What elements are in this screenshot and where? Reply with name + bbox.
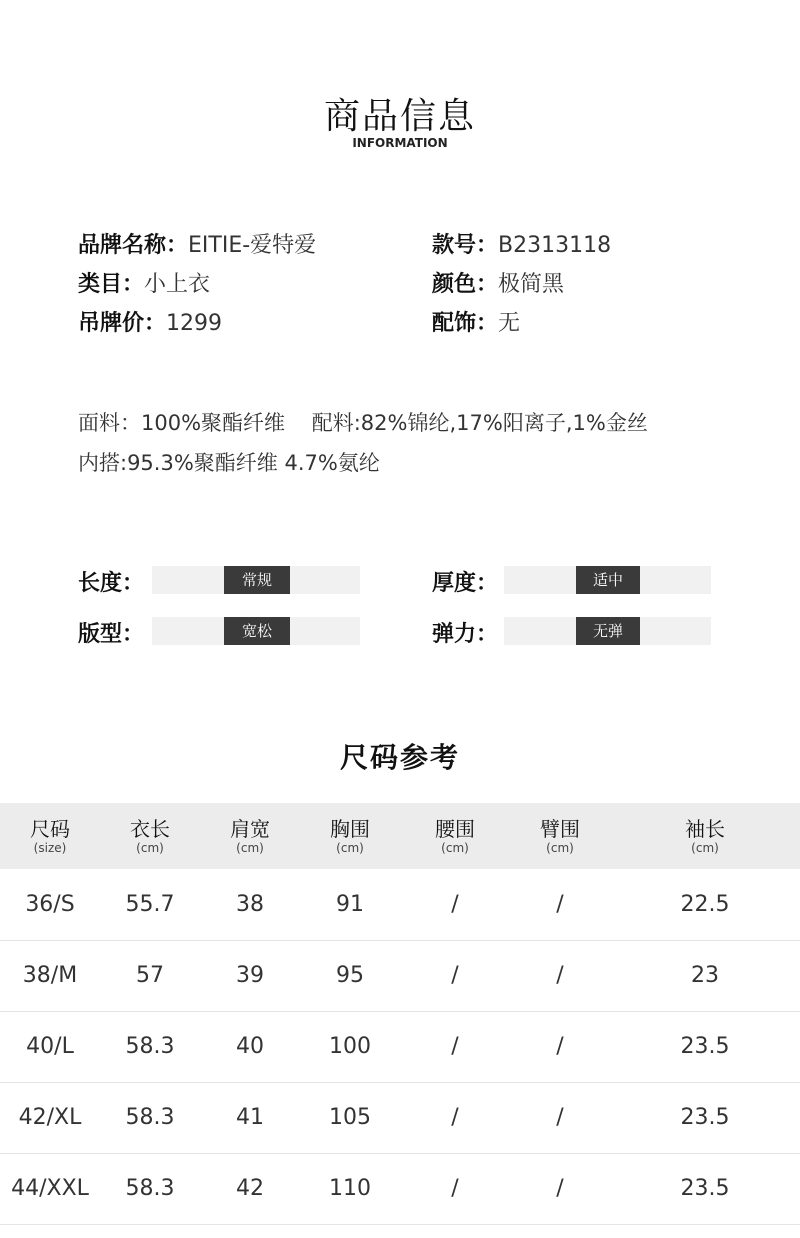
fit-chip: 宽松	[224, 617, 290, 645]
thickness-label: 厚度：	[432, 571, 499, 596]
header-sleeve: 袖长 (cm)	[685, 817, 725, 855]
header-chest: 胸围 (cm)	[330, 817, 370, 855]
header-size: 尺码 (size)	[30, 817, 70, 855]
price-value: 1299	[166, 311, 223, 336]
table-row	[0, 869, 800, 940]
page-subtitle: INFORMATION	[352, 136, 448, 150]
cell-shoulder: 40	[236, 1034, 264, 1059]
fit-label: 版型：	[78, 622, 145, 647]
cell-chest: 100	[329, 1034, 371, 1059]
cell-size: 40/L	[26, 1034, 74, 1059]
size-chart-title: 尺码参考	[339, 741, 460, 774]
cell-arm: /	[556, 1034, 564, 1059]
cell-chest: 110	[329, 1176, 371, 1201]
cell-length: 57	[136, 963, 164, 988]
style-value: B2313118	[498, 233, 612, 258]
cell-sleeve: 22.5	[680, 891, 730, 917]
header-arm: 臂围 (cm)	[540, 817, 580, 855]
cell-waist: /	[451, 1105, 459, 1130]
brand-value: EITIE-爱特爱	[188, 233, 317, 258]
table-row	[0, 1153, 800, 1224]
cell-size: 36/S	[25, 891, 75, 917]
cell-sleeve: 23	[691, 963, 719, 988]
color-row	[432, 267, 564, 298]
page-title: 商品信息	[323, 96, 476, 137]
price-row	[78, 306, 222, 337]
cell-chest: 105	[329, 1105, 371, 1130]
brand-row	[78, 228, 316, 259]
cell-waist: /	[451, 1034, 459, 1059]
cell-shoulder: 38	[236, 891, 264, 917]
cell-arm: /	[556, 891, 564, 917]
cell-shoulder: 39	[236, 963, 264, 988]
style-label: 款号：	[432, 233, 499, 258]
color-value: 极简黑	[498, 272, 565, 297]
header-shoulder: 肩宽 (cm)	[230, 817, 270, 855]
cell-sleeve: 23.5	[680, 1176, 730, 1201]
thickness-track	[504, 566, 711, 594]
style-row	[432, 228, 611, 259]
elasticity-label: 弹力：	[432, 622, 499, 647]
header-waist: 腰围 (cm)	[435, 817, 475, 855]
accessory-row	[432, 306, 520, 337]
cell-shoulder: 41	[236, 1105, 264, 1130]
cell-waist: /	[451, 963, 459, 988]
elasticity-chip: 无弹	[576, 617, 640, 645]
cell-shoulder: 42	[236, 1176, 264, 1201]
cell-arm: /	[556, 1176, 564, 1201]
cell-chest: 95	[336, 963, 364, 988]
length-track	[152, 566, 360, 594]
color-label: 颜色：	[432, 272, 499, 297]
cell-chest: 91	[336, 891, 364, 917]
cell-length: 58.3	[125, 1034, 175, 1059]
category-value: 小上衣	[144, 272, 211, 297]
cell-waist: /	[451, 891, 459, 917]
category-label: 类目：	[78, 272, 145, 297]
cell-size: 42/XL	[18, 1105, 82, 1130]
cell-waist: /	[451, 1176, 459, 1201]
cell-size: 38/M	[22, 963, 78, 988]
brand-label: 品牌名称：	[78, 233, 189, 258]
cell-sleeve: 23.5	[680, 1034, 730, 1059]
table-row	[0, 940, 800, 1011]
thickness-chip: 适中	[576, 566, 640, 594]
cell-length: 55.7	[125, 891, 175, 917]
fit-track	[152, 617, 360, 645]
accessory-label: 配饰：	[432, 311, 499, 336]
cell-length: 58.3	[125, 1176, 175, 1201]
cell-length: 58.3	[125, 1105, 175, 1130]
size-table-header	[0, 803, 800, 869]
accessory-value: 无	[498, 311, 521, 336]
cell-sleeve: 23.5	[680, 1105, 730, 1130]
cell-arm: /	[556, 1105, 564, 1130]
price-label: 吊牌价：	[78, 311, 167, 336]
header-length: 衣长 (cm)	[130, 817, 170, 855]
elasticity-track	[504, 617, 711, 645]
material-line-1: 面料：100%聚酯纤维 配料:82%锦纶,17%阳离子,1%金丝	[78, 411, 648, 435]
length-chip: 常规	[224, 566, 290, 594]
size-table	[0, 803, 800, 1225]
length-label: 长度：	[78, 571, 145, 596]
category-row	[78, 267, 210, 298]
material-line-2: 内搭:95.3%聚酯纤维 4.7%氨纶	[78, 451, 380, 475]
cell-size: 44/XXL	[11, 1176, 89, 1201]
cell-arm: /	[556, 963, 564, 988]
table-row	[0, 1011, 800, 1082]
table-row	[0, 1082, 800, 1153]
